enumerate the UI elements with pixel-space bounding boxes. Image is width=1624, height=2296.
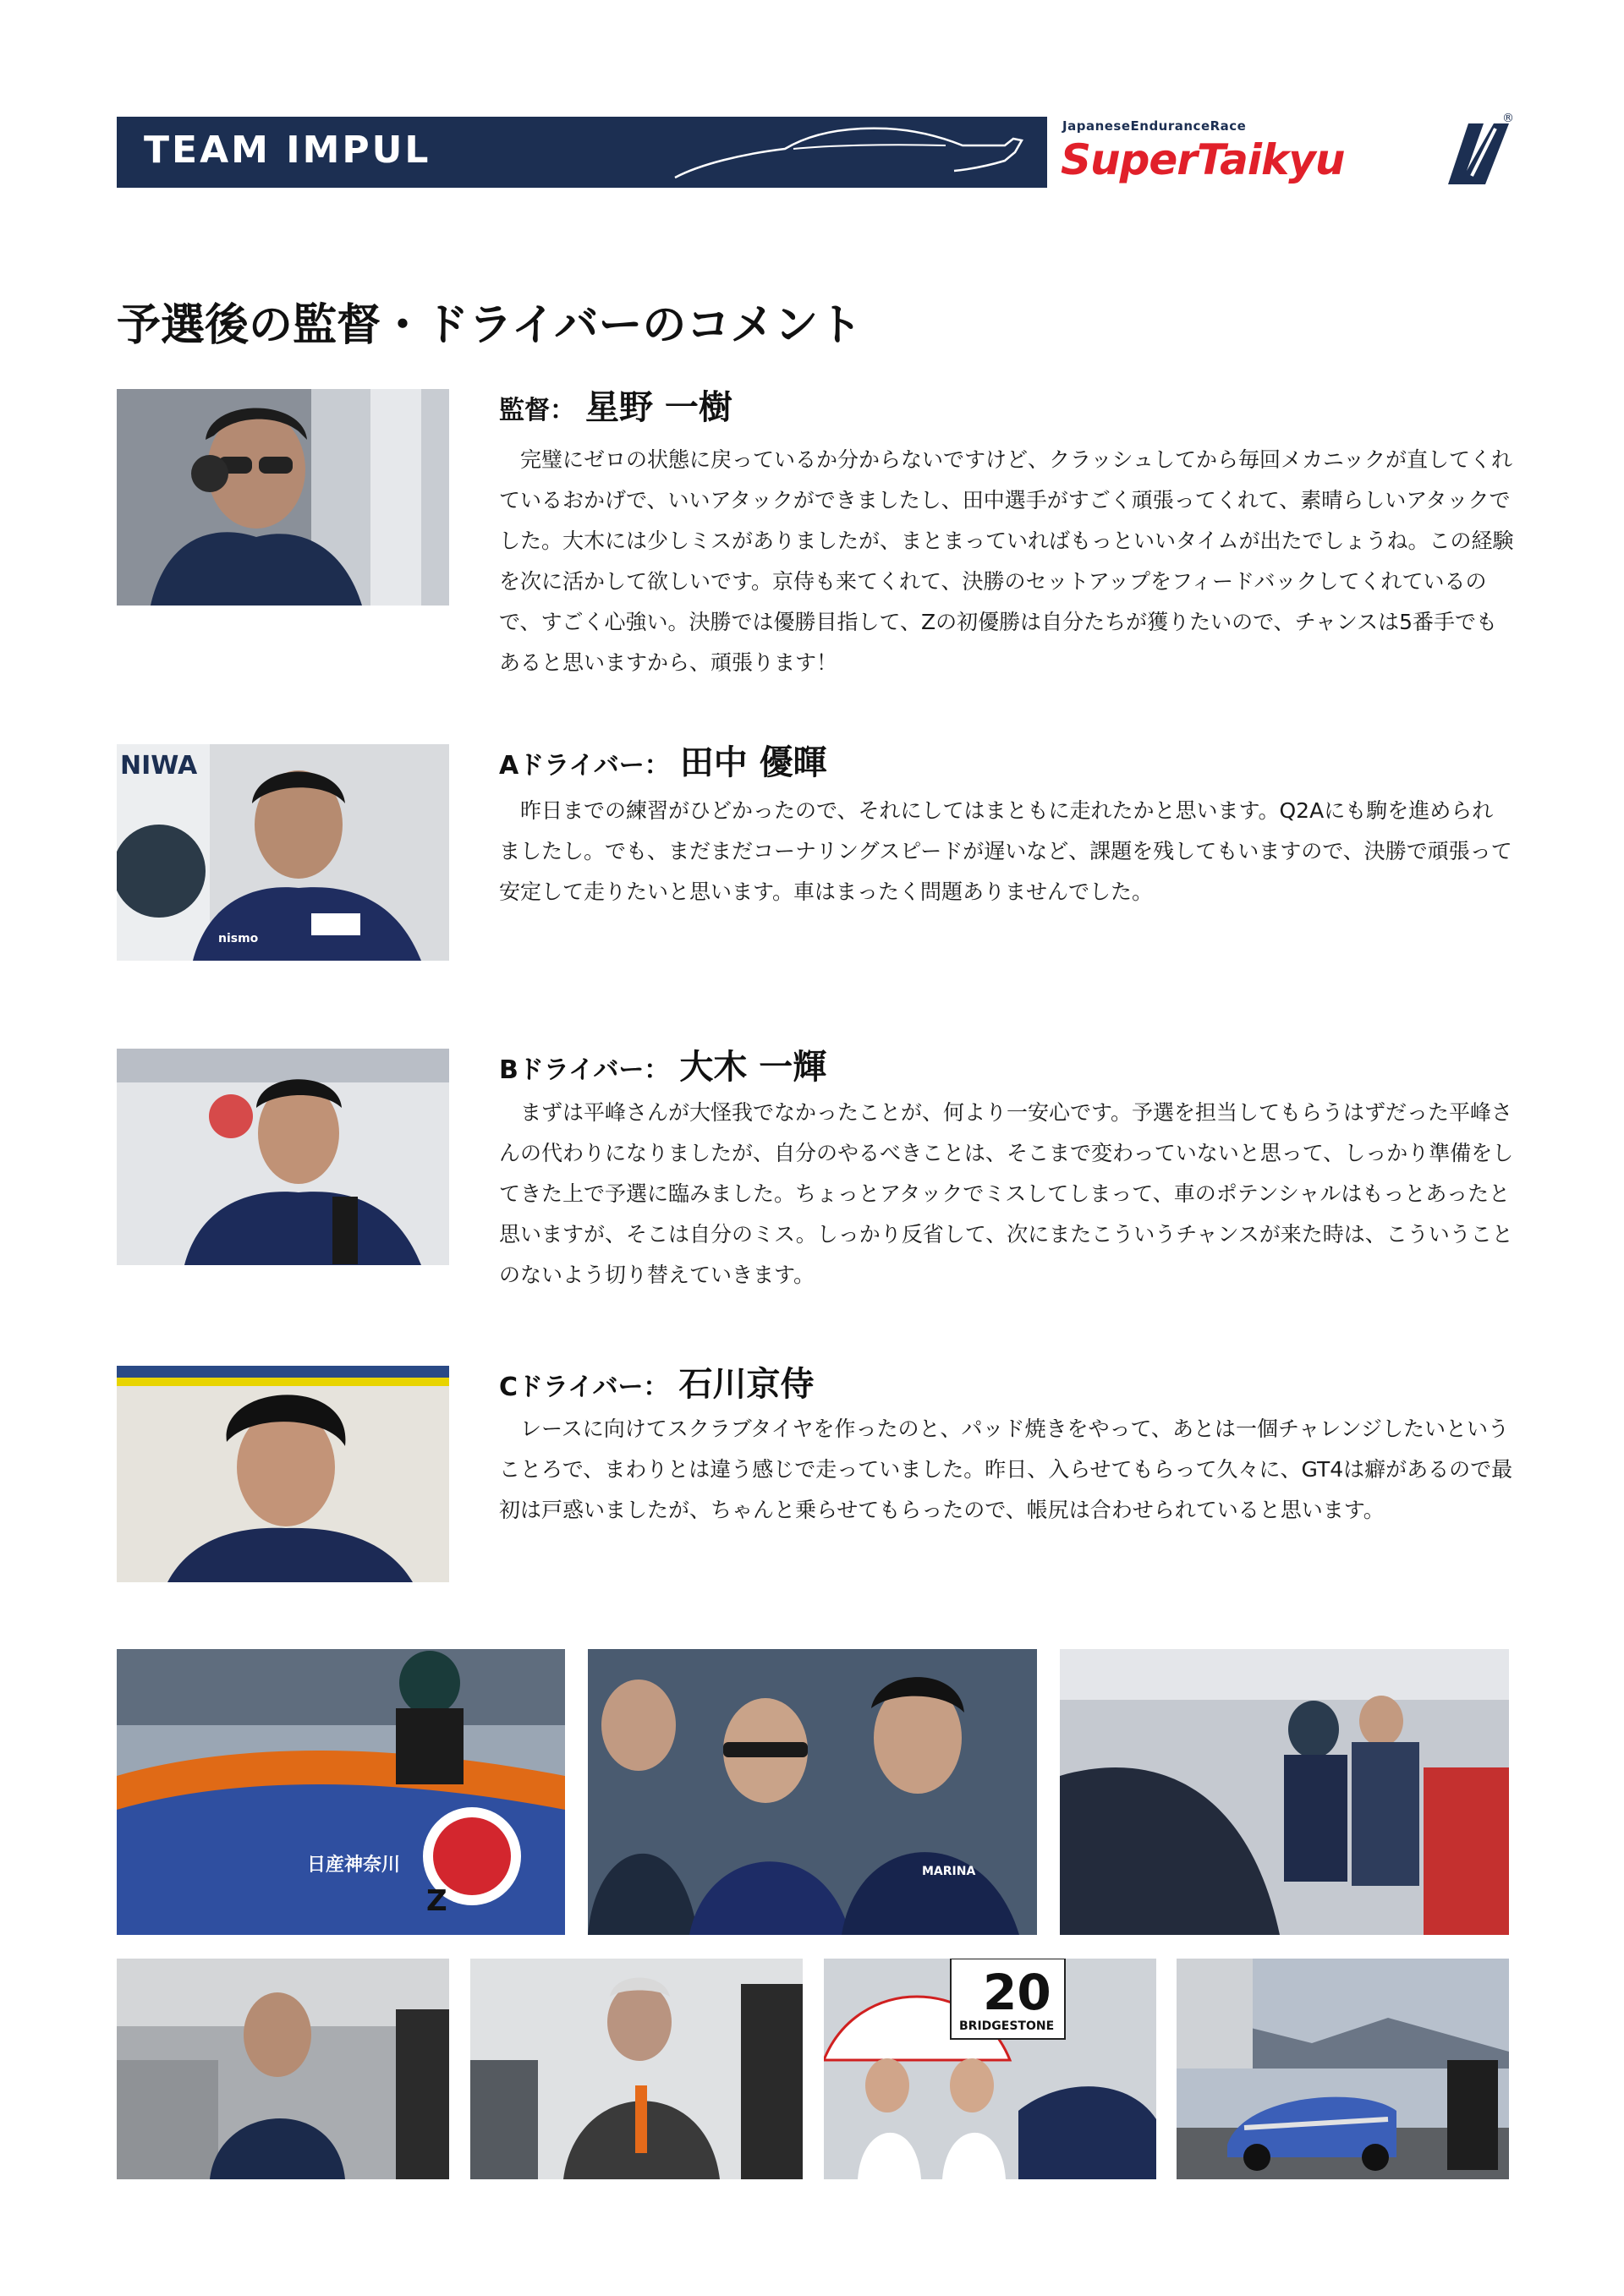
logo-emblem-icon [1443,117,1511,188]
gallery-photo-crew-group [588,1649,1037,1935]
driver-b-comment: まずは平峰さんが大怪我でなかったことが、何より一安心です。予選を担当してもらうはずだった平峰さんの代わりになりましたが、自分のやるべきことは、そこまで変わっていないと思って、しっかり準備をしてきた上で予選に臨みました。ちょっとアタックでミスしてしまって、車のポテンシャルはもっとあったと思いますが、そこは自分のミス。しっかり反省して、次にまたこういうチャンスが来た時は、こういうことのないよう切り替えていきます。 [499,1100,1514,1287]
car-outline-graphic [667,123,1039,184]
heading-colon: ： [550,396,575,425]
driver-b-role: Bドライバー [499,1055,645,1085]
gallery-photo-car-pit [117,1649,565,1935]
driver-c-comment: レースに向けてスクラブタイヤを作ったのと、パッド焼きをやって、あとは一個チャレンジしたいということろで、まわりとは違う感じで走っていました。昨日、入らせてもらって久々に、GT4は癖があるので最初は戸惑いましたが、ちゃんと乗らせてもらったので、帳尻は合わせられていると思います。 [499,1417,1513,1522]
driver-c-heading [499,1357,815,1406]
director-heading [499,381,732,429]
driver-a-name: 田中 優暉 [679,743,827,782]
driver-a-portrait-photo [117,744,449,961]
director-name: 星野 一樹 [585,388,732,427]
director-portrait-photo [117,389,449,606]
logo-wordmark: SuperTaikyu [1061,135,1345,184]
driver-b-name: 大木 一輝 [679,1048,827,1087]
driver-c-name: 石川京侍 [678,1365,815,1404]
heading-colon: ： [643,1373,669,1402]
page-title: 予選後の監督・ドライバーのコメント [117,300,863,351]
driver-a-heading [499,736,827,784]
driver-a-comment: 昨日までの練習がひどかったので、それにしてはまともに走れたかと思います。Q2Aにも駒を進められましたし。でも、まだまだコーナリングスピードが遅いなど、課題を残してもいますので、決勝で頑張って安定して走りたいと思います。車はまったく問題ありませんでした。 [499,798,1512,904]
car-letter-label: Z [426,1884,447,1918]
heading-colon: ： [644,1055,670,1085]
logo-subtitle: JapaneseEnduranceRace [1062,118,1247,134]
gallery-photo-pit-garage [1060,1649,1509,1935]
gallery-photo-grid-girls [824,1959,1156,2179]
board-sponsor: BRIDGESTONE [959,2019,1055,2033]
driver-a-role: Aドライバー [499,751,645,781]
registered-mark: ® [1502,112,1514,125]
gallery-photo-smiling-crew [117,1959,449,2179]
livery-text-label: NIWA [120,751,198,781]
driver-b-portrait-photo [117,1049,449,1265]
team-name: TEAM IMPUL [144,129,431,172]
crew-suit-label: MARINA [922,1865,976,1878]
driver-c-portrait-photo [117,1366,449,1582]
driver-c-role: Cドライバー [499,1373,644,1402]
director-comment: 完璧にゼロの状態に戻っているか分からないですけど、クラッシュしてから毎回メカニックが直してくれているおかげで、いいアタックができましたし、田中選手がすごく頑張ってくれて、素晴らしいアタックでした。大木には少しミスがありましたが、まとまっていればもっといいタイムが出たでしょうね。この経験を次に活かして欲しいです。京侍も来てくれて、決勝のセットアップをフィードバックしてくれているので、すごく心強い。決勝では優勝目指して、Zの初優勝は自分たちが獲りたいので、チャンスは5番手でもあると思いますから、頑張ります！ [499,447,1514,675]
heading-colon: ： [644,751,670,781]
gallery-photo-grid-car [1177,1959,1509,2179]
suit-brand-label: nismo [218,932,259,945]
director-role: 監督 [499,396,550,425]
board-number: 20 [983,1964,1051,2021]
gallery-photo-elder-man [470,1959,803,2179]
super-taikyu-logo [1061,112,1514,188]
header-band [117,117,1047,188]
driver-b-heading [499,1040,826,1088]
car-door-label: 日産神奈川 [307,1855,401,1876]
header-banner [117,112,1514,188]
